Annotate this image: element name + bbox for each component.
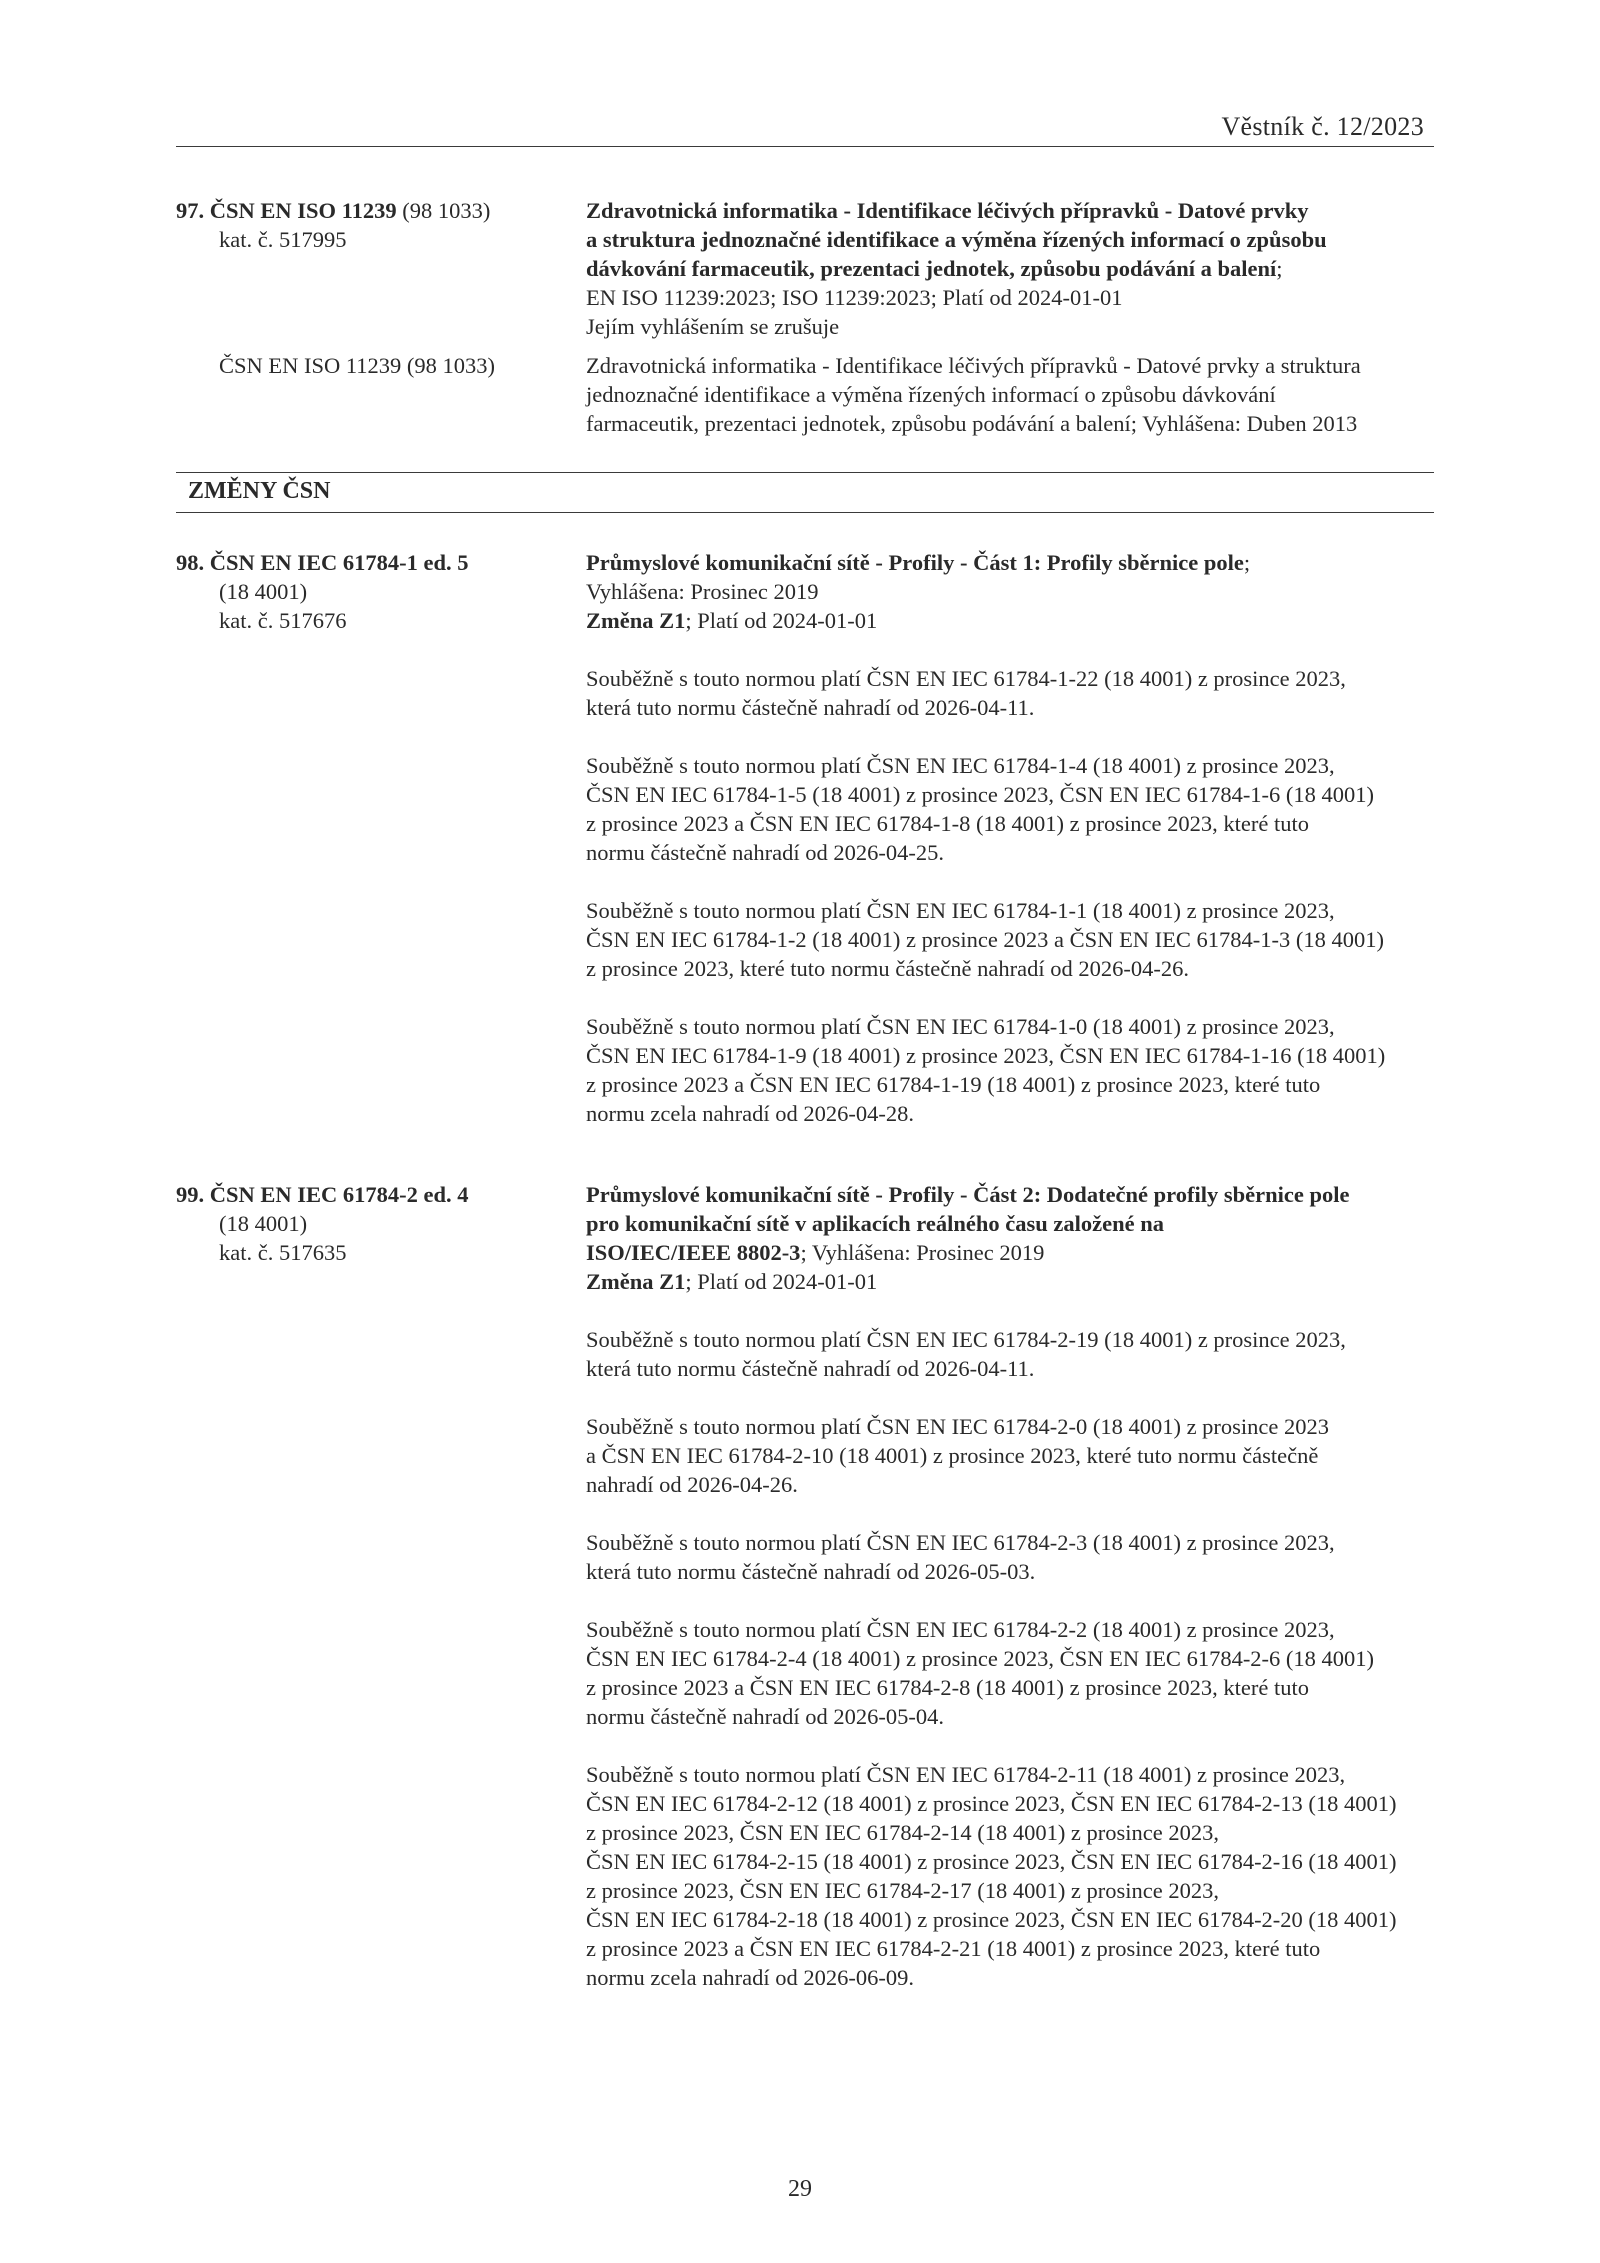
section-heading: ZMĚNY ČSN [188,478,331,504]
entry-97-replaced-description [586,351,1434,438]
paragraph-line: ČSN EN IEC 61784-2-15 (18 4001) z prosince 2023, ČSN EN IEC 61784-2-16 (18 4001) [586,1849,1397,1874]
entry-99-description [586,1180,1434,1992]
entry-99-title-line: Průmyslové komunikační sítě - Profily - Část 2: Dodatečné profily sběrnice pole [586,1182,1350,1207]
paragraph-line: ČSN EN IEC 61784-1-5 (18 4001) z prosince 2023, ČSN EN IEC 61784-1-6 (18 4001) [586,782,1375,807]
entry-99-designation [176,1180,576,1267]
entry-97-cancel-note: Jejím vyhlášením se zrušuje [586,314,840,339]
entry-98-code: 98. ČSN EN IEC 61784-1 ed. 5 [176,550,469,575]
paragraph-line: normu zcela nahradí od 2026-04-28. [586,1101,915,1126]
paragraph-line: normu zcela nahradí od 2026-06-09. [586,1965,915,1990]
header-rule [176,146,1434,147]
section-bottom-rule [176,512,1434,513]
paragraph-line: Souběžně s touto normou platí ČSN EN IEC 61784-1-1 (18 4001) z prosince 2023, [586,898,1335,923]
entry-97-title-line: Zdravotnická informatika - Identifikace léčivých přípravků - Datové prvky [586,198,1309,223]
entry-97-catalog: kat. č. 517995 [219,227,347,252]
entry-97-reference: EN ISO 11239:2023; ISO 11239:2023; Platí od 2024-01-01 [586,285,1123,310]
entry-98-title-end: ; [1243,550,1251,575]
entry-99-valid: ; Platí od 2024-01-01 [685,1269,878,1294]
entry-99-announced: ; Vyhlášena: Prosinec 2019 [800,1240,1045,1265]
entry-98-title: Průmyslové komunikační sítě - Profily - Část 1: Profily sběrnice pole [586,550,1244,575]
entry-98-paragraph [586,896,1434,983]
entry-99-paragraph [586,1412,1434,1499]
entry-99-class: (18 4001) [219,1211,308,1236]
entry-97-class: (98 1033) [402,198,491,223]
paragraph-line: a ČSN EN IEC 61784-2-10 (18 4001) z prosince 2023, které tuto normu částečně [586,1443,1319,1468]
entry-98-description [586,548,1434,1128]
entry-98-paragraph [586,664,1434,722]
paragraph-line: Souběžně s touto normou platí ČSN EN IEC 61784-1-22 (18 4001) z prosince 2023, [586,666,1346,691]
entry-97-number: 97. [176,198,205,223]
paragraph-line: ČSN EN IEC 61784-2-18 (18 4001) z prosince 2023, ČSN EN IEC 61784-2-20 (18 4001) [586,1907,1397,1932]
entry-98-paragraph [586,751,1434,867]
entry-97-title-line: a struktura jednoznačné identifikace a výměna řízených informací o způsobu [586,227,1327,252]
section-top-rule [176,472,1434,473]
entry-99-catalog: kat. č. 517635 [219,1240,347,1265]
paragraph-line: z prosince 2023 a ČSN EN IEC 61784-1-8 (18 4001) z prosince 2023, které tuto [586,811,1309,836]
paragraph-line: z prosince 2023 a ČSN EN IEC 61784-1-19 (18 4001) z prosince 2023, které tuto [586,1072,1321,1097]
paragraph-line: z prosince 2023, ČSN EN IEC 61784-2-14 (18 4001) z prosince 2023, [586,1820,1220,1845]
entry-99-code: 99. ČSN EN IEC 61784-2 ed. 4 [176,1182,469,1207]
paragraph-line: ČSN EN IEC 61784-1-2 (18 4001) z prosince 2023 a ČSN EN IEC 61784-1-3 (18 4001) [586,927,1385,952]
entry-97-description [586,196,1434,341]
entry-97-old-code: ČSN EN ISO 11239 (98 1033) [219,353,496,378]
entry-97-old-line: Zdravotnická informatika - Identifikace léčivých přípravků - Datové prvky a struktura [586,353,1361,378]
paragraph-line: Souběžně s touto normou platí ČSN EN IEC 61784-2-0 (18 4001) z prosince 2023 [586,1414,1330,1439]
entry-99-title-line: pro komunikační sítě v aplikacích reálného času založené na [586,1211,1164,1236]
entry-98-change: Změna Z1 [586,608,686,633]
entry-98-catalog: kat. č. 517676 [219,608,347,633]
paragraph-line: Souběžně s touto normou platí ČSN EN IEC 61784-2-3 (18 4001) z prosince 2023, [586,1530,1335,1555]
entry-99-paragraph [586,1615,1434,1731]
paragraph-line: ČSN EN IEC 61784-2-12 (18 4001) z prosince 2023, ČSN EN IEC 61784-2-13 (18 4001) [586,1791,1397,1816]
paragraph-line: ČSN EN IEC 61784-1-9 (18 4001) z prosince 2023, ČSN EN IEC 61784-1-16 (18 4001) [586,1043,1386,1068]
paragraph-line: ČSN EN IEC 61784-2-4 (18 4001) z prosince 2023, ČSN EN IEC 61784-2-6 (18 4001) [586,1646,1375,1671]
paragraph-line: Souběžně s touto normou platí ČSN EN IEC 61784-1-0 (18 4001) z prosince 2023, [586,1014,1335,1039]
paragraph-line: normu částečně nahradí od 2026-05-04. [586,1704,945,1729]
entry-97-title-line: dávkování farmaceutik, prezentaci jednotek, způsobu podávání a balení [586,256,1277,281]
paragraph-line: která tuto normu částečně nahradí od 2026-04-11. [586,695,1035,720]
entry-97-old-line: farmaceutik, prezentaci jednotek, způsobu podávání a balení; Vyhlášena: Duben 2013 [586,411,1358,436]
paragraph-line: nahradí od 2026-04-26. [586,1472,798,1497]
paragraph-line: Souběžně s touto normou platí ČSN EN IEC 61784-2-11 (18 4001) z prosince 2023, [586,1762,1346,1787]
entry-99-paragraph [586,1325,1434,1383]
entry-98-class: (18 4001) [219,579,308,604]
paragraph-line: Souběžně s touto normou platí ČSN EN IEC 61784-1-4 (18 4001) z prosince 2023, [586,753,1335,778]
entry-99-paragraph [586,1528,1434,1586]
entry-98-paragraph [586,1012,1434,1128]
paragraph-line: normu částečně nahradí od 2026-04-25. [586,840,945,865]
paragraph-line: která tuto normu částečně nahradí od 2026-05-03. [586,1559,1036,1584]
journal-title: Věstník č. 12/2023 [1221,112,1424,141]
paragraph-line: z prosince 2023 a ČSN EN IEC 61784-2-21 (18 4001) z prosince 2023, které tuto [586,1936,1321,1961]
entry-97-designation [176,196,576,254]
entry-97-replaced-designation [176,351,576,380]
page-number: 29 [788,2176,812,2202]
paragraph-line: Souběžně s touto normou platí ČSN EN IEC 61784-2-19 (18 4001) z prosince 2023, [586,1327,1346,1352]
entry-99-title-last: ISO/IEC/IEEE 8802-3 [586,1240,801,1265]
paragraph-line: z prosince 2023, ČSN EN IEC 61784-2-17 (18 4001) z prosince 2023, [586,1878,1220,1903]
entry-97-title-end: ; [1276,256,1283,281]
entry-99-change: Změna Z1 [586,1269,686,1294]
paragraph-line: z prosince 2023, které tuto normu částečně nahradí od 2026-04-26. [586,956,1189,981]
entry-97-old-line: jednoznačné identifikace a výměna řízených informací o způsobu dávkování [586,382,1276,407]
entry-97-code: ČSN EN ISO 11239 [209,198,397,223]
paragraph-line: Souběžně s touto normou platí ČSN EN IEC 61784-2-2 (18 4001) z prosince 2023, [586,1617,1335,1642]
paragraph-line: z prosince 2023 a ČSN EN IEC 61784-2-8 (18 4001) z prosince 2023, které tuto [586,1675,1309,1700]
entry-98-designation [176,548,576,635]
paragraph-line: která tuto normu částečně nahradí od 2026-04-11. [586,1356,1035,1381]
entry-98-announced: Vyhlášena: Prosinec 2019 [586,579,819,604]
entry-99-paragraph [586,1760,1434,1992]
entry-98-valid: ; Platí od 2024-01-01 [685,608,878,633]
